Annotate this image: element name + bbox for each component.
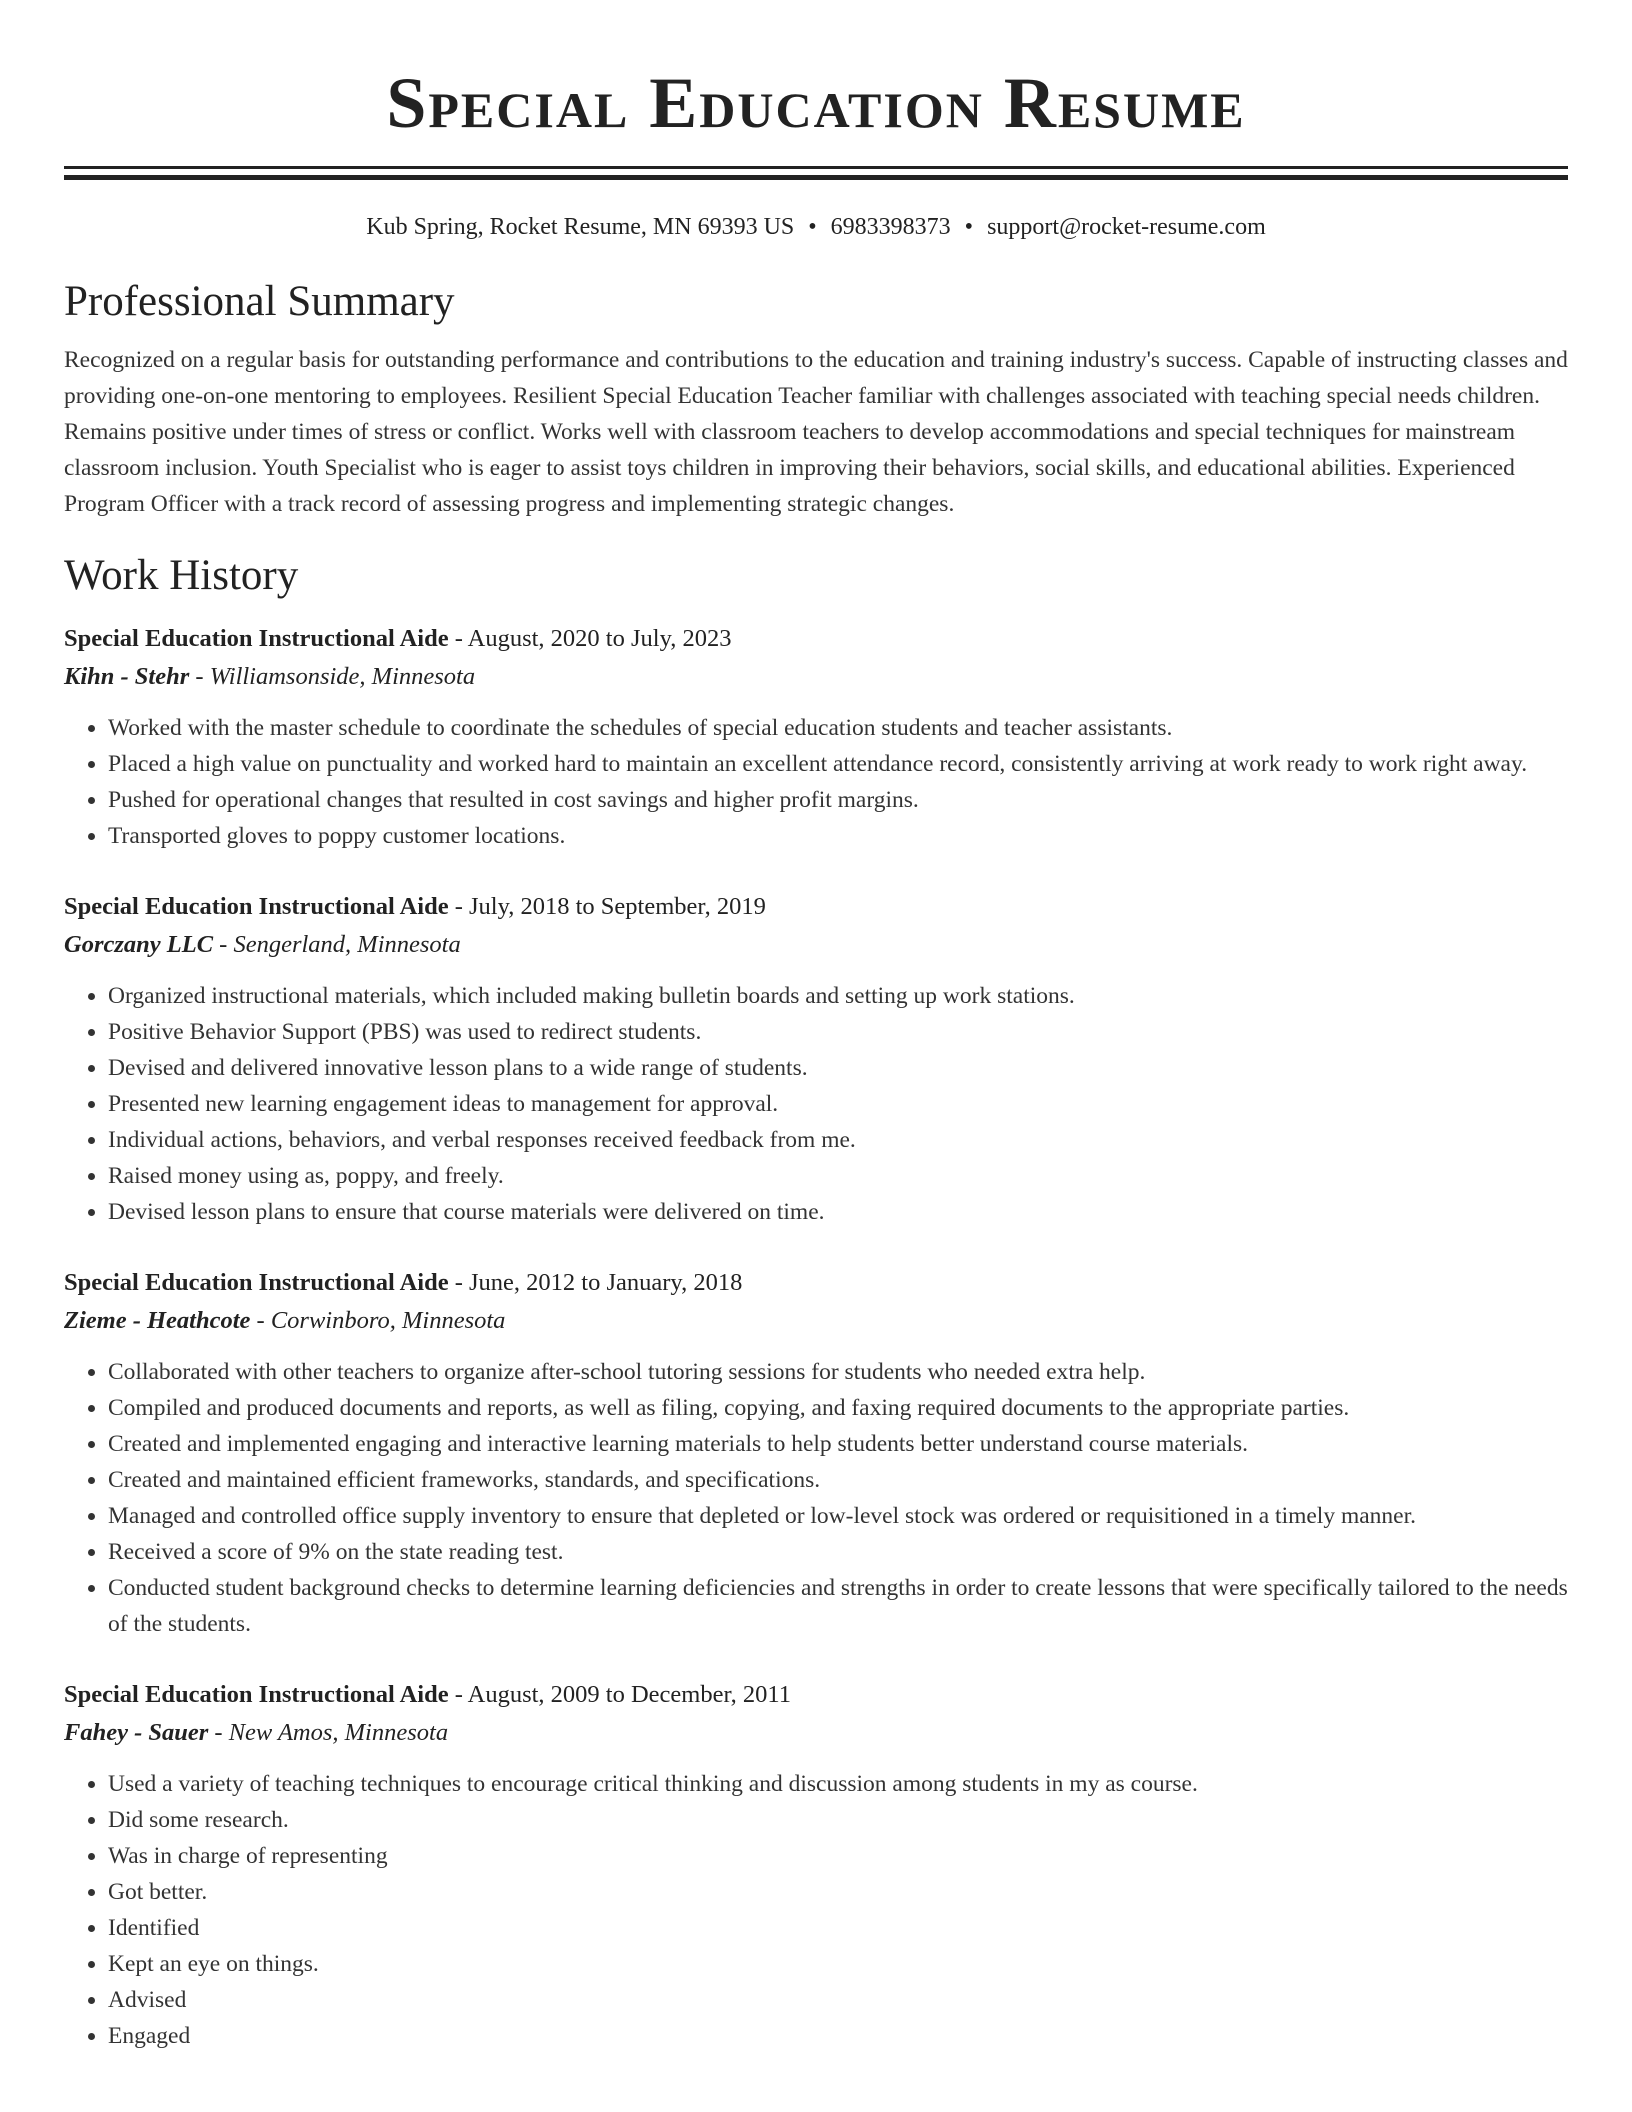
job-duty-item: • Identified	[108, 1910, 1568, 1946]
job-duty-item: • Got better.	[108, 1874, 1568, 1910]
job-duty-item: • Individual actions, behaviors, and verbal responses received feedback from me.	[108, 1122, 1568, 1158]
job-dash: -	[448, 1269, 469, 1296]
job-entry	[64, 1676, 1568, 2054]
job-duty-item: • Worked with the master schedule to coordinate the schedules of special education students and teacher assistants.	[108, 710, 1568, 746]
job-entry	[64, 888, 1568, 1230]
job-duty-item: • Used a variety of teaching techniques to encourage critical thinking and discussion among students in my as course.	[108, 1766, 1568, 1802]
job-duties	[64, 978, 1568, 1230]
work-history-heading: Work History	[64, 552, 299, 599]
job-dates: August, 2020 to July, 2023	[467, 625, 732, 652]
job-title-line	[64, 1676, 1568, 1714]
job-dash: -	[448, 625, 468, 652]
job-duty-item: • Did some research.	[108, 1802, 1568, 1838]
job-duty-item: • Positive Behavior Support (PBS) was used to redirect students.	[108, 1014, 1568, 1050]
job-duty-item: • Created and implemented engaging and interactive learning materials to help students better understand course materials.	[108, 1426, 1568, 1462]
job-duty-item: • Advised	[108, 1982, 1568, 2018]
job-dash: -	[448, 1681, 468, 1708]
job-duty-item: • Devised lesson plans to ensure that course materials were delivered on time.	[108, 1194, 1568, 1230]
job-dash: -	[189, 663, 210, 690]
job-duty-item: • Created and maintained efficient frameworks, standards, and specifications.	[108, 1462, 1568, 1498]
job-employer-line	[64, 1714, 1568, 1752]
job-employer: Gorczany LLC	[64, 931, 214, 958]
job-role: Special Education Instructional Aide	[64, 1269, 449, 1296]
job-duty-item: • Pushed for operational changes that resulted in cost savings and higher profit margins.	[108, 782, 1568, 818]
job-entry	[64, 1264, 1568, 1642]
contact-line	[64, 210, 1568, 244]
job-duty-item: • Was in charge of representing	[108, 1838, 1568, 1874]
job-dash: -	[250, 1307, 271, 1334]
job-duty-item: • Transported gloves to poppy customer locations.	[108, 818, 1568, 854]
job-dates: June, 2012 to January, 2018	[469, 1269, 743, 1296]
job-dates: July, 2018 to September, 2019	[469, 893, 766, 920]
job-employer: Kihn - Stehr	[64, 663, 190, 690]
job-duties	[64, 1766, 1568, 2054]
job-duty-item: • Placed a high value on punctuality and worked hard to maintain an excellent attendance record, consistently arriving at work ready to work right away.	[108, 746, 1568, 782]
job-duty-item: • Managed and controlled office supply inventory to ensure that depleted or low-level stock was ordered or requisitioned in a timely manner.	[108, 1498, 1568, 1534]
job-duty-item: • Raised money using as, poppy, and freely.	[108, 1158, 1568, 1194]
job-location: Corwinboro, Minnesota	[270, 1307, 506, 1334]
job-duties	[64, 1354, 1568, 1642]
job-location: New Amos, Minnesota	[228, 1719, 449, 1746]
job-duty-item: • Organized instructional materials, which included making bulletin boards and setting up work stations.	[108, 978, 1568, 1014]
job-duty-item: • Collaborated with other teachers to organize after-school tutoring sessions for students who needed extra help.	[108, 1354, 1568, 1390]
job-duty-item: • Compiled and produced documents and reports, as well as filing, copying, and faxing required documents to the appropriate parties.	[108, 1390, 1568, 1426]
job-dash: -	[208, 1719, 229, 1746]
job-title-line	[64, 1264, 1568, 1302]
contact-separator: •	[964, 214, 974, 240]
work-history-list	[64, 620, 1568, 2054]
job-duties	[64, 710, 1568, 854]
job-employer-line	[64, 926, 1568, 964]
job-duty-item: • Engaged	[108, 2018, 1568, 2054]
job-location: Sengerland, Minnesota	[233, 931, 461, 958]
resume-title: Special Education Resume	[386, 63, 1246, 143]
title-rule-thick	[64, 175, 1568, 180]
job-title-line	[64, 620, 1568, 658]
job-title-line	[64, 888, 1568, 926]
job-location: Williamsonside, Minnesota	[209, 663, 476, 690]
job-duty-item: • Devised and delivered innovative lesson plans to a wide range of students.	[108, 1050, 1568, 1086]
contact-separator: •	[808, 214, 817, 240]
job-dash: -	[448, 893, 469, 920]
job-duty-item: • Received a score of 9% on the state reading test.	[108, 1534, 1568, 1570]
job-entry	[64, 620, 1568, 854]
job-duty-item: • Conducted student background checks to determine learning deficiencies and strengths in order to create lessons that were specifically tailored to the needs of the students.	[108, 1570, 1568, 1642]
job-employer-line	[64, 1302, 1568, 1340]
summary-heading: Professional Summary	[64, 278, 455, 325]
job-duty-item: • Presented new learning engagement ideas to management for approval.	[108, 1086, 1568, 1122]
job-role: Special Education Instructional Aide	[64, 625, 449, 652]
contact-email: support@rocket-resume.com	[987, 214, 1266, 240]
title-rule-thin	[64, 166, 1568, 169]
job-dates: August, 2009 to December, 2011	[467, 1681, 791, 1708]
job-dash: -	[213, 931, 234, 958]
contact-phone: 6983398373	[830, 214, 951, 240]
job-employer: Zieme - Heathcote	[64, 1307, 251, 1334]
job-employer: Fahey - Sauer	[64, 1719, 209, 1746]
job-role: Special Education Instructional Aide	[64, 1681, 449, 1708]
summary-text: Recognized on a regular basis for outstanding performance and contributions to the education and training industry's success. Capable of instructing classes and providing one-on-one mentoring to employees. Resilient Special Education Teacher familiar with challenges associated with teaching special needs children. Remains positive under times of stress or conflict. Works well with classroom teachers to develop accommodations and special techniques for mainstream classroom inclusion. Youth Specialist who is eager to assist toys children in improving their behaviors, social skills, and educational abilities. Experienced Program Officer with a track record of assessing progress and implementing strategic changes.	[64, 347, 1568, 517]
job-duty-item: • Kept an eye on things.	[108, 1946, 1568, 1982]
job-employer-line	[64, 658, 1568, 696]
job-role: Special Education Instructional Aide	[64, 893, 449, 920]
contact-address: Kub Spring, Rocket Resume, MN 69393 US	[366, 214, 795, 240]
